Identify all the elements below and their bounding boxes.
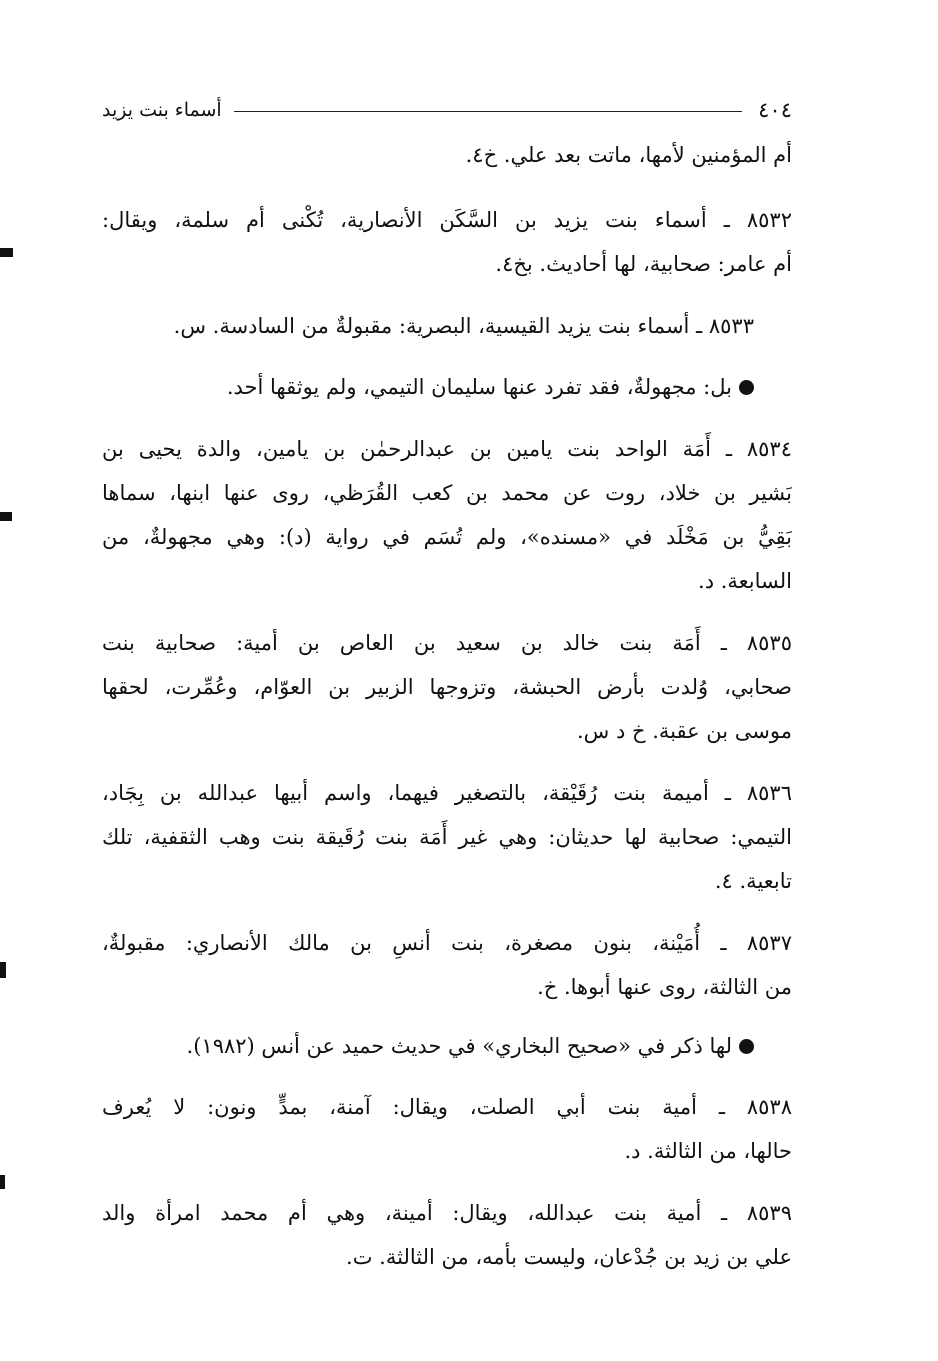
entry-8536-line-1: ٨٥٣٦ ـ أميمة بنت رُقَيْقة، بالتصغير فيهما، واسم أبيها عبدالله بن بِجَاد،	[102, 781, 792, 805]
scan-edge-mark	[0, 1175, 5, 1189]
entry-8539-line-1: ٨٥٣٩ ـ أمية بنت عبدالله، ويقال: أمينة، وهي أم محمد امرأة والد	[102, 1201, 792, 1225]
entry-8535-line-1: ٨٥٣٥ ـ أَمَة بنت خالد بن سعيد بن العاص بن أمية: صحابية بنت	[102, 631, 792, 655]
bullet-icon	[739, 380, 754, 395]
entry-8534-line-2: بَشير بن خلاد، روت عن محمد بن كعب القُرَظي، روى عنها ابنها، سماها	[102, 481, 792, 505]
running-title: أسماء بنت يزيد	[102, 99, 222, 121]
entry-8532-line-1: ٨٥٣٢ ـ أسماء بنت يزيد بن السَّكَن الأنصارية، تُكْنى أم سلمة، ويقال:	[102, 208, 792, 232]
commentary-text: بل: مجهولةٌ، فقد تفرد عنها سليمان التيمي، ولم يوثقها أحد.	[226, 375, 732, 399]
entry-8535-line-2: صحابي، وُلدت بأرض الحبشة، وتزوجها الزبير بن العوّام، وعُمِّرت، لحقها	[102, 675, 792, 699]
entry-8534-line-4: السابعة. د.	[698, 569, 792, 593]
bullet-icon	[739, 1039, 754, 1054]
commentary-note-1	[102, 366, 754, 408]
entry-8536-line-3: تابعية. ٤.	[714, 869, 792, 893]
entry-8539-line-2: علي بن زيد بن جُدْعان، وليست بأمه، من الثالثة. ت.	[346, 1245, 792, 1269]
scan-edge-mark	[0, 512, 12, 521]
entry-8533: ٨٥٣٣ ـ أسماء بنت يزيد القيسية، البصرية: مقبولةٌ من السادسة. س.	[173, 314, 754, 338]
scan-edge-mark	[0, 962, 6, 978]
entry-8534-line-3: بَقِيُّ بن مَخْلَد في «مسنده»، ولم تُسَم في رواية (د): وهي مجهولةٌ، من	[102, 525, 792, 549]
page-header	[102, 96, 792, 124]
entry-8538-line-2: حالها، من الثالثة. د.	[624, 1139, 792, 1163]
entry-8538-line-1: ٨٥٣٨ ـ أمية بنت أبي الصلت، ويقال: آمنة، بمدٍّ ونون: لا يُعرف	[102, 1095, 792, 1119]
entry-8537-line-2: من الثالثة، روى عنها أبوها. خ.	[537, 975, 792, 999]
commentary-text: لها ذكر في «صحيح البخاري» في حديث حميد عن أنس (١٩٨٢).	[186, 1034, 732, 1058]
entry-8537-line-1: ٨٥٣٧ ـ أُمَيْنة، بنون مصغرة، بنت أنسِ بن مالك الأنصاري: مقبولةٌ،	[102, 931, 792, 955]
text-line: أم المؤمنين لأمها، ماتت بعد علي. خ٤.	[465, 143, 792, 167]
page-number: ٤٠٤	[758, 98, 792, 122]
scan-edge-mark	[0, 248, 13, 257]
entry-8535-line-3: موسى بن عقبة. خ د س.	[576, 719, 792, 743]
commentary-note-2	[102, 1025, 754, 1067]
entry-8536-line-2: التيمي: صحابية لها حديثان: وهي غير أَمَة بنت رُقَيقة بنت وهب الثقفية، تلك	[102, 825, 792, 849]
header-rule	[234, 111, 742, 112]
entry-8532-line-2: أم عامر: صحابية، لها أحاديث. بخ٤.	[495, 252, 792, 276]
entry-8534-line-1: ٨٥٣٤ ـ أَمَة الواحد بنت يامين بن عبدالرحمٰن بن يامين، والدة يحيى بن	[102, 437, 792, 461]
